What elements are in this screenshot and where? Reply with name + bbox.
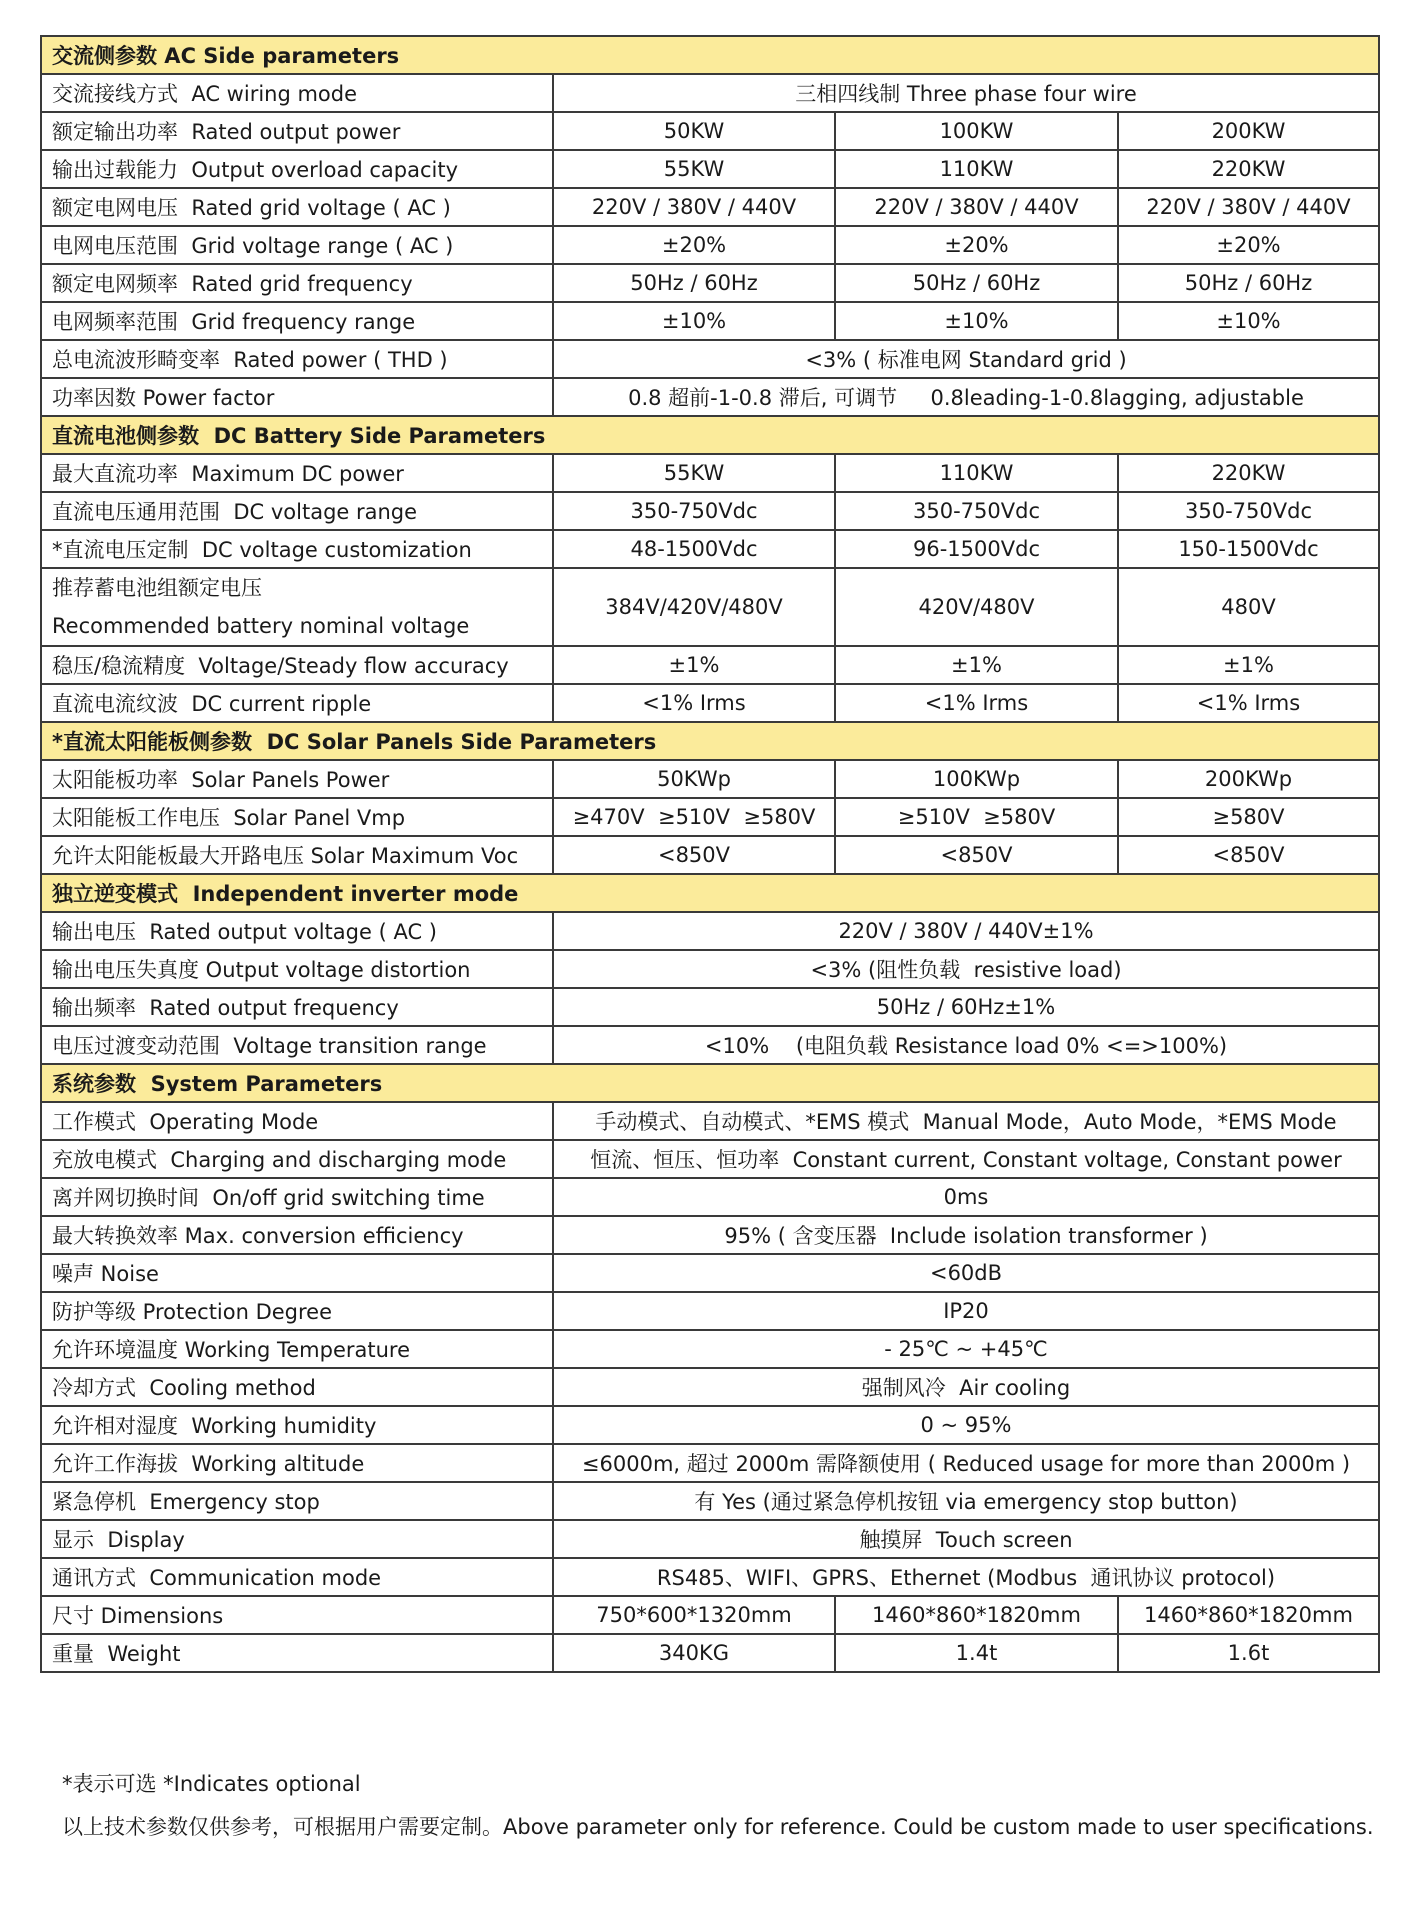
param-label: 防护等级 Protection Degree (41, 1292, 553, 1330)
section-title: 直流电池侧参数 DC Battery Side Parameters (41, 416, 1379, 454)
section-title: 独立逆变模式 Independent inverter mode (41, 874, 1379, 912)
param-label: 允许相对湿度 Working humidity (41, 1406, 553, 1444)
table-row (41, 1102, 1379, 1140)
param-value-model-3: 50Hz / 60Hz (1118, 264, 1379, 302)
param-label: 总电流波形畸变率 Rated power ( THD ) (41, 340, 553, 378)
param-value: 95% ( 含变压器 Include isolation transformer ) (553, 1216, 1379, 1254)
table-row (41, 1482, 1379, 1520)
param-label: 显示 Display (41, 1520, 553, 1558)
spec-table (40, 35, 1380, 1673)
table-row (41, 1406, 1379, 1444)
param-value-model-2: ±10% (835, 302, 1118, 340)
param-value-model-3: ±10% (1118, 302, 1379, 340)
param-value: 手动模式、自动模式、*EMS 模式 Manual Mode，Auto Mode，*EMS Mode (553, 1102, 1379, 1140)
table-row (41, 684, 1379, 722)
param-value-model-3: 350-750Vdc (1118, 492, 1379, 530)
param-value-model-1: 50KWp (553, 760, 835, 798)
param-value: RS485、WIFI、GPRS、Ethernet (Modbus 通讯协议 protocol) (553, 1558, 1379, 1596)
param-value-model-2: 1.4t (835, 1634, 1118, 1672)
param-value-model-2: 110KW (835, 150, 1118, 188)
param-value-model-2: 110KW (835, 454, 1118, 492)
param-value-model-2: 100KW (835, 112, 1118, 150)
param-value: 有 Yes (通过紧急停机按钮 via emergency stop button) (553, 1482, 1379, 1520)
param-label: 输出电压失真度 Output voltage distortion (41, 950, 553, 988)
param-value: 220V / 380V / 440V±1% (553, 912, 1379, 950)
table-row (41, 1026, 1379, 1064)
table-row (41, 912, 1379, 950)
table-row (41, 1558, 1379, 1596)
param-value: 0 ~ 95% (553, 1406, 1379, 1444)
param-label: 工作模式 Operating Mode (41, 1102, 553, 1140)
param-value-model-1: 50KW (553, 112, 835, 150)
param-label: 额定电网频率 Rated grid frequency (41, 264, 553, 302)
param-label: 太阳能板功率 Solar Panels Power (41, 760, 553, 798)
param-value-model-1: 340KG (553, 1634, 835, 1672)
param-value-model-1: 750*600*1320mm (553, 1596, 835, 1634)
param-value-model-1: ≥470V ≥510V ≥580V (553, 798, 835, 836)
param-value-model-3: ±20% (1118, 226, 1379, 264)
param-label: 紧急停机 Emergency stop (41, 1482, 553, 1520)
param-value: <60dB (553, 1254, 1379, 1292)
param-label: 离并网切换时间 On/off grid switching time (41, 1178, 553, 1216)
table-row (41, 1368, 1379, 1406)
table-row (41, 1254, 1379, 1292)
param-value-model-3: 220KW (1118, 454, 1379, 492)
table-row (41, 798, 1379, 836)
param-value: <3% (阻性负载 resistive load) (553, 950, 1379, 988)
param-label: 噪声 Noise (41, 1254, 553, 1292)
table-row (41, 1140, 1379, 1178)
table-row (41, 568, 1379, 646)
param-value-model-1: 55KW (553, 150, 835, 188)
param-label: *直流电压定制 DC voltage customization (41, 530, 553, 568)
param-value-model-2: 1460*860*1820mm (835, 1596, 1118, 1634)
param-value-model-3: 1.6t (1118, 1634, 1379, 1672)
param-value: 0ms (553, 1178, 1379, 1216)
table-row (41, 1330, 1379, 1368)
optional-note: *表示可选 *Indicates optional (62, 1772, 361, 1796)
param-value-model-1: ±10% (553, 302, 835, 340)
table-row (41, 1292, 1379, 1330)
table-row (41, 264, 1379, 302)
param-value-model-2: 50Hz / 60Hz (835, 264, 1118, 302)
param-label: 电压过渡变动范围 Voltage transition range (41, 1026, 553, 1064)
param-value-model-3: 220KW (1118, 150, 1379, 188)
table-row (41, 1634, 1379, 1672)
section-title: 交流侧参数 AC Side parameters (41, 36, 1379, 74)
param-value-model-2: <1% Irms (835, 684, 1118, 722)
param-label: 重量 Weight (41, 1634, 553, 1672)
param-value-model-1: 350-750Vdc (553, 492, 835, 530)
param-value-model-3: ±1% (1118, 646, 1379, 684)
param-value-model-2: 96-1500Vdc (835, 530, 1118, 568)
param-label: 充放电模式 Charging and discharging mode (41, 1140, 553, 1178)
param-value-model-3: 150-1500Vdc (1118, 530, 1379, 568)
param-label: 稳压/稳流精度 Voltage/Steady flow accuracy (41, 646, 553, 684)
param-value-model-1: <1% Irms (553, 684, 835, 722)
param-value: 50Hz / 60Hz±1% (553, 988, 1379, 1026)
section-header-row (41, 722, 1379, 760)
table-row (41, 74, 1379, 112)
disclaimer: 以上技术参数仅供参考，可根据用户需要定制。Above parameter only for reference. Could be custom made to user specifications. (62, 1815, 1374, 1839)
table-row (41, 378, 1379, 416)
param-value-model-3: 480V (1118, 568, 1379, 646)
param-label: 最大转换效率 Max. conversion efficiency (41, 1216, 553, 1254)
param-value-model-3: <850V (1118, 836, 1379, 874)
table-row (41, 188, 1379, 226)
param-value-model-1: 384V/420V/480V (553, 568, 835, 646)
param-value: 0.8 超前-1-0.8 滞后, 可调节 0.8leading-1-0.8lagging, adjustable (553, 378, 1379, 416)
param-value-model-1: 50Hz / 60Hz (553, 264, 835, 302)
param-label: 允许太阳能板最大开路电压 Solar Maximum Voc (41, 836, 553, 874)
param-value-model-2: ±20% (835, 226, 1118, 264)
param-label: 额定输出功率 Rated output power (41, 112, 553, 150)
param-value-model-1: <850V (553, 836, 835, 874)
table-row (41, 302, 1379, 340)
section-title: 系统参数 System Parameters (41, 1064, 1379, 1102)
table-row (41, 988, 1379, 1026)
param-value-model-3: 220V / 380V / 440V (1118, 188, 1379, 226)
param-label: 输出频率 Rated output frequency (41, 988, 553, 1026)
param-value-model-2: 100KWp (835, 760, 1118, 798)
param-value-model-1: ±20% (553, 226, 835, 264)
param-label: 功率因数 Power factor (41, 378, 553, 416)
param-value-model-2: ±1% (835, 646, 1118, 684)
section-header-row (41, 1064, 1379, 1102)
param-label: 太阳能板工作电压 Solar Panel Vmp (41, 798, 553, 836)
param-value-model-2: 220V / 380V / 440V (835, 188, 1118, 226)
table-row (41, 836, 1379, 874)
section-header-row (41, 874, 1379, 912)
param-label: 直流电压通用范围 DC voltage range (41, 492, 553, 530)
table-row (41, 340, 1379, 378)
param-label: 输出过载能力 Output overload capacity (41, 150, 553, 188)
param-value-model-3: 200KWp (1118, 760, 1379, 798)
table-row (41, 646, 1379, 684)
table-row (41, 1178, 1379, 1216)
param-label: 交流接线方式 AC wiring mode (41, 74, 553, 112)
table-row (41, 1444, 1379, 1482)
param-value-model-2: ≥510V ≥580V (835, 798, 1118, 836)
table-row (41, 150, 1379, 188)
table-row (41, 1520, 1379, 1558)
param-value: <3% ( 标准电网 Standard grid ) (553, 340, 1379, 378)
param-label: 尺寸 Dimensions (41, 1596, 553, 1634)
param-value-model-1: 220V / 380V / 440V (553, 188, 835, 226)
table-row (41, 950, 1379, 988)
param-value: ≤6000m, 超过 2000m 需降额使用 ( Reduced usage for more than 2000m ) (553, 1444, 1379, 1482)
table-row (41, 112, 1379, 150)
param-value-model-2: 420V/480V (835, 568, 1118, 646)
param-value: - 25℃ ~ +45℃ (553, 1330, 1379, 1368)
table-row (41, 492, 1379, 530)
table-row (41, 760, 1379, 798)
param-label: 电网频率范围 Grid frequency range (41, 302, 553, 340)
param-value: 触摸屏 Touch screen (553, 1520, 1379, 1558)
table-row (41, 1596, 1379, 1634)
param-value-model-1: 48-1500Vdc (553, 530, 835, 568)
param-value: 强制风冷 Air cooling (553, 1368, 1379, 1406)
section-header-row (41, 416, 1379, 454)
section-title: *直流太阳能板侧参数 DC Solar Panels Side Parameters (41, 722, 1379, 760)
table-row (41, 530, 1379, 568)
param-value: 三相四线制 Three phase four wire (553, 74, 1379, 112)
param-value-model-3: ≥580V (1118, 798, 1379, 836)
param-value-model-2: 350-750Vdc (835, 492, 1118, 530)
table-row (41, 226, 1379, 264)
param-value-model-3: 200KW (1118, 112, 1379, 150)
param-value: IP20 (553, 1292, 1379, 1330)
table-row (41, 454, 1379, 492)
param-value-model-1: ±1% (553, 646, 835, 684)
param-label: 允许工作海拔 Working altitude (41, 1444, 553, 1482)
param-label: 额定电网电压 Rated grid voltage ( AC ) (41, 188, 553, 226)
param-label: 输出电压 Rated output voltage ( AC ) (41, 912, 553, 950)
param-value-model-2: <850V (835, 836, 1118, 874)
param-label: 推荐蓄电池组额定电压 Recommended battery nominal voltage (41, 568, 553, 646)
param-label: 直流电流纹波 DC current ripple (41, 684, 553, 722)
table-row (41, 1216, 1379, 1254)
param-label: 电网电压范围 Grid voltage range ( AC ) (41, 226, 553, 264)
param-label: 通讯方式 Communication mode (41, 1558, 553, 1596)
section-header-row (41, 36, 1379, 74)
param-label: 最大直流功率 Maximum DC power (41, 454, 553, 492)
param-value: <10% (电阻负载 Resistance load 0% <=>100%) (553, 1026, 1379, 1064)
param-value-model-3: <1% Irms (1118, 684, 1379, 722)
param-value-model-3: 1460*860*1820mm (1118, 1596, 1379, 1634)
param-label: 允许环境温度 Working Temperature (41, 1330, 553, 1368)
param-label: 冷却方式 Cooling method (41, 1368, 553, 1406)
param-value-model-1: 55KW (553, 454, 835, 492)
param-value: 恒流、恒压、恒功率 Constant current, Constant voltage, Constant power (553, 1140, 1379, 1178)
